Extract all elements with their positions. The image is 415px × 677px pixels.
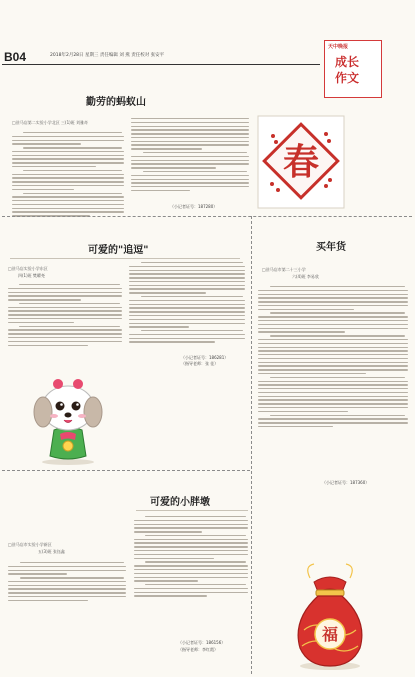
article-ant-byline: □驻马店第二实验小学北区 三(1)班 刘雅奇 — [12, 120, 88, 125]
dog-illustration — [20, 370, 116, 466]
article-fat-note-id: （小记者证号：186156） — [178, 640, 226, 645]
article-zhuiyuan-note-teacher: （指导老师：张 佳） — [181, 361, 219, 366]
brand-line-1: 成长 — [335, 55, 360, 69]
fortune-bag-illustration — [286, 560, 374, 672]
brand-column-title — [335, 54, 359, 86]
article-fat-byline-class: 五(3)班 张钰鑫 — [38, 549, 65, 554]
fortune-character: 福 — [321, 625, 339, 644]
article-fat-body-col2 — [134, 516, 248, 597]
brand-line-2: 作文 — [335, 71, 360, 85]
article-nianhuo-byline-school: □驻马店市第二十三小学 — [262, 267, 306, 272]
article-nianhuo-body — [258, 286, 408, 427]
section-divider-2 — [2, 470, 250, 471]
article-zhuiyuan-body-col1 — [8, 284, 122, 346]
column-brand — [324, 40, 382, 98]
article-fat-title: 可爱的小胖墩 — [150, 497, 210, 508]
page-meta: 2018年2月28日 星期三 责任编辑 刘 燕 责任校对 张安平 — [50, 53, 165, 58]
page-code: B04 — [4, 50, 27, 64]
article-zhuiyuan-title: 可爱的"追逗" — [88, 245, 149, 256]
section-divider-1 — [2, 216, 412, 217]
column-divider — [251, 216, 252, 674]
spring-character: 春 — [282, 141, 320, 183]
article-ant-title: 勤劳的蚂蚁山 — [86, 97, 146, 108]
article-nianhuo-note: （小记者证号：187360） — [322, 480, 370, 485]
brand-newspaper-name: 天中晚报 — [328, 44, 349, 50]
article-zhuiyuan-byline-school: □驻马店实验小学东区 — [8, 266, 48, 271]
article-zhuiyuan-byline-class: 四(1)班 樊曜尧 — [18, 273, 45, 278]
article-zhuiyuan-note-id: （小记者证号：186281） — [181, 355, 229, 360]
article-ant-note: （小记者证号：187280） — [170, 204, 218, 209]
article-nianhuo-byline-class: 六(4)班 李易欣 — [292, 274, 319, 279]
article-fat-byline-school: □驻马店市实验小学新区 — [8, 542, 52, 547]
article-nianhuo-title: 买年货 — [316, 242, 346, 253]
article-fat-title-rule — [136, 510, 248, 511]
article-ant-body-col1 — [12, 132, 124, 217]
spring-illustration — [256, 114, 346, 210]
article-zhuiyuan-body-col2 — [129, 262, 245, 343]
article-fat-body-col1 — [8, 562, 126, 601]
header-rule — [2, 64, 320, 65]
article-fat-note-teacher: （指导老师：李红霞） — [178, 647, 218, 652]
article-zhuiyuan-title-rule — [10, 258, 240, 259]
article-ant-body-col2 — [131, 118, 249, 191]
